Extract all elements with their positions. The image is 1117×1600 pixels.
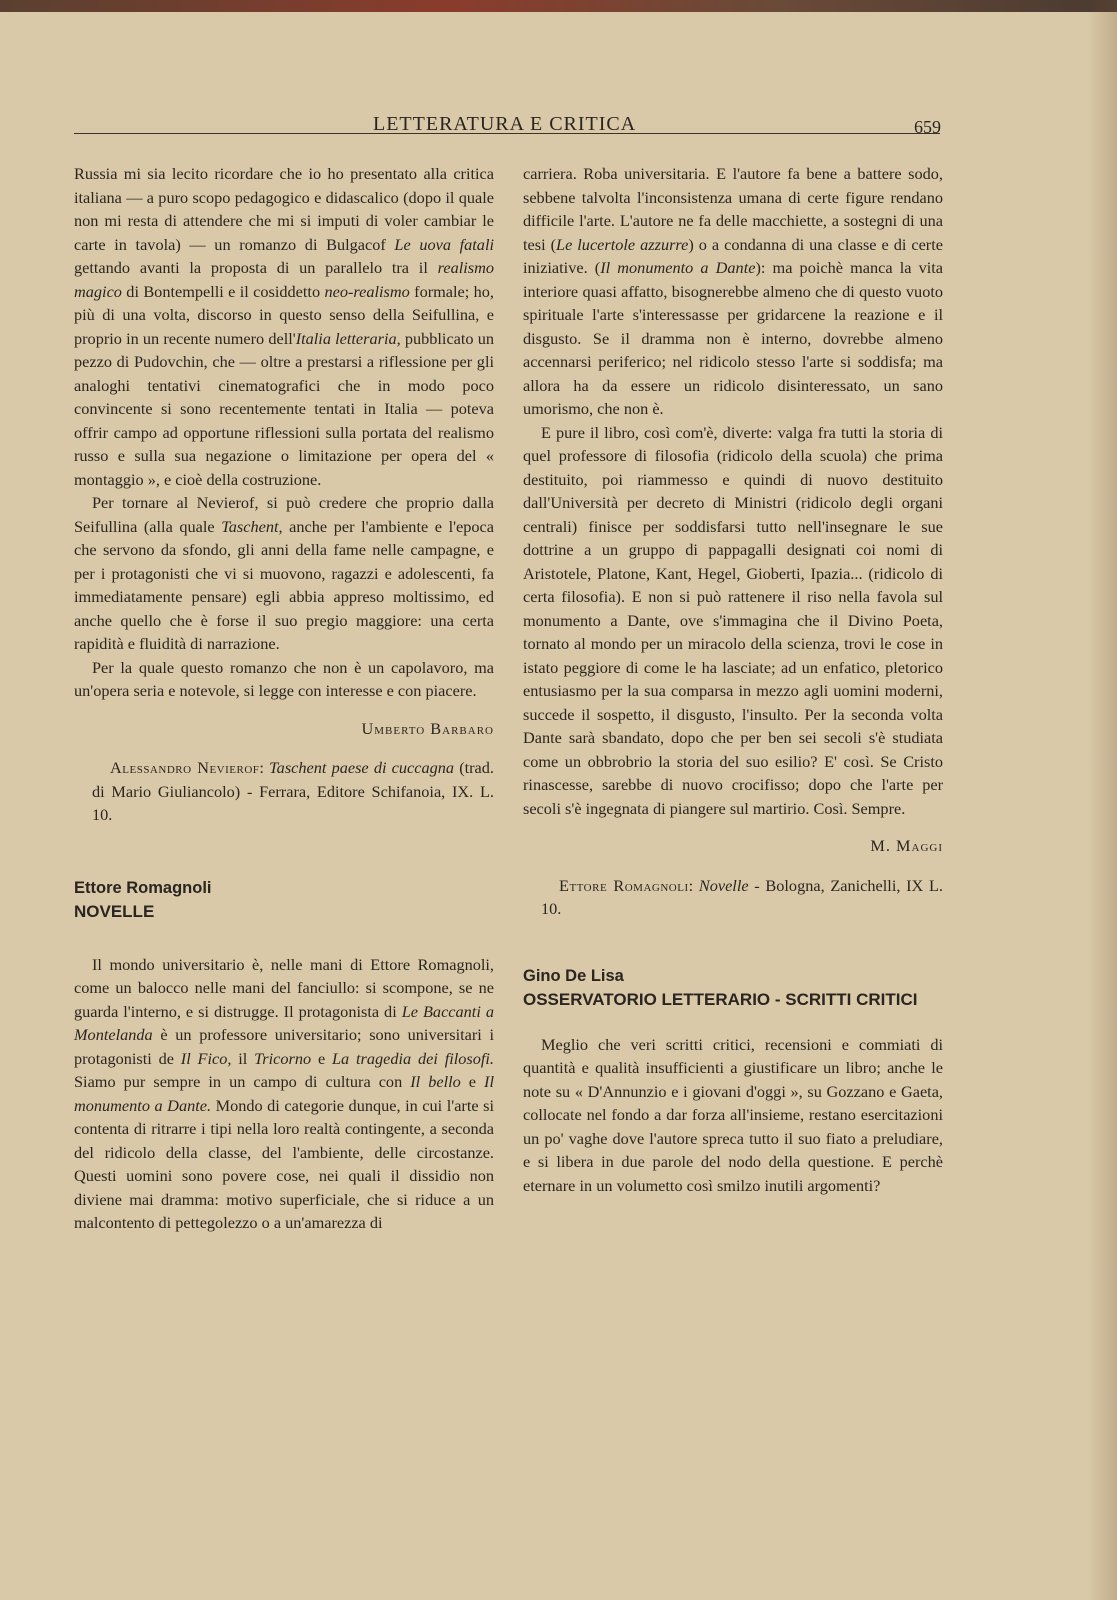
- book-top-edge: [0, 0, 1117, 12]
- left-column: [74, 162, 494, 1235]
- header-rule: [74, 133, 940, 134]
- paragraph: E pure il libro, così com'è, diverte: valga fra tutti la storia di quel professore di filosofia (ridicolo della scuola) che prima destituito, poi riammesso e quindi di nuovo destituito dall'Università per decreto di Ministri (ridicolo degli organi centrali) finisce per soddisfarsi tutto nell'insegnare le sue dottrine a un gruppo di pappagalli designati coi nomi di Aristotele, Platone, Kant, Hegel, Gioberti, Ipazia... (ridicolo di certa filosofia). E non si può rattenere il riso nella favola sul monumento a Dante, ove s'immagina che il Divino Poeta, tornato al mondo per un miracolo della scienza, trovi le cose in istato peggiore di come le ha lasciate; ad un enfatico, pletorico entusiasmo per la sua comparsa in mezzo agli uomini moderni, succede il sospetto, il disgusto, l'insulto. Per la seconda volta Dante sarà sbandato, dopo che per ben sei secoli s'è studiata come un obbrobrio la storia del suo esilio? E' così. Se Cristo rinascesse, sarebbe di nuovo crocifisso; dopo che l'arte per secoli s'è ingegnata di piangere sul martirio. Così. Sempre.: [523, 422, 943, 818]
- paragraph: Meglio che veri scritti critici, recensioni e commiati di quantità e qualità insufficienti a giustificare un libro; anche le note su « D'Annunzio e i giovani d'oggi », su Gozzano e Gaeta, collocate nel fondo a dar forza all'insieme, restano esercitazioni un po' vaghe dove l'autore spreca tutto il suo fiato a preludiare, e si libera in due parole del nodo della questione. E perchè eternare in un volumetto così smilzo inutili argomenti?: [523, 1034, 943, 1195]
- paragraph: carriera. Roba universitaria. E l'autore fa bene a battere sodo, sebbene talvolta l'inconsistenza umana di certe figure rendano difficile l'arte. L'autore ne fa delle macchiette, a sostegni di una tesi (Le lucertole azzurre) o a condanna di una classe e di certe iniziative. (Il monumento a Dante): ma poichè manca la vita interiore quasi affatto, bisognerebbe almeno che di questo vuoto spirituale l'arte s'interessasse per gridarcene la reazione e il disgusto. Se il dramma non è interno, dovrebbe almeno accennarsi periferico; nel ridicolo stesso l'arte si soddisfa; ma allora ha da essere un ridicolo disinteressato, un sano umorismo, che non è.: [523, 164, 943, 418]
- bibliographic-entry: Ettore Romagnoli: Novelle - Bologna, Zanichelli, IX L. 10.: [541, 875, 943, 918]
- section-author: Gino De Lisa: [523, 966, 624, 985]
- right-column: [523, 162, 943, 1197]
- bibliographic-entry: Alessandro Nevierof: Taschent paese di cuccagna (trad. di Mario Giuliancolo) - Ferrara, Editore Schifanoia, IX. L. 10.: [92, 758, 494, 824]
- section-author: Ettore Romagnoli: [74, 878, 212, 897]
- running-header: LETTERATURA E CRITICA: [373, 113, 637, 135]
- page-edge-shadow: [1087, 0, 1117, 1600]
- paragraph: Russia mi sia lecito ricordare che io ho presentato alla critica italiana — a puro scopo pedagogico e didascalico (dopo il quale non mi resta di attendere che mi si imputi di voler cambiar le carte in tavola) — un romanzo di Bulgacof Le uova fatali gettando avanti la proposta di un parallelo tra il realismo magico di Bontempelli e il cosiddetto neo-realismo formale; ho, più di una volta, discorso in questo senso della Seifullina, e proprio in un recente numero dell'Italia letteraria, pubblicato un pezzo di Pudovchin, che — oltre a prestarsi a riflessione per gli analoghi tentativi cinematografici che in modo poco convincente si sono recentemente tentati in Italia — poteva offrir campo ad opportune riflessioni sulla portata del realismo russo e sulla sua negazione o limitazione per opera del « montaggio », e cioè della costruzione.: [74, 164, 495, 489]
- paragraph: Per tornare al Nevierof, si può credere che proprio dalla Seifullina (alla quale Taschent, anche per l'ambiente e l'epoca che servono da sfondo, gli anni della fame nelle campagne, e per i protagonisti che vi si muovono, ragazzi e adolescenti, fa immediatamente pensare) egli abbia appreso moltissimo, ed anche quello che è forse il suo pregio maggiore: una certa rapidità e fluidità di narrazione.: [74, 493, 494, 653]
- page-number: 659: [914, 117, 941, 137]
- section-title: NOVELLE: [74, 901, 155, 921]
- paragraph: Per la quale questo romanzo che non è un capolavoro, ma un'opera seria e notevole, si legge con interesse e con piacere.: [74, 657, 494, 700]
- review-signature: Umberto Barbaro: [361, 718, 494, 738]
- paragraph: Il mondo universitario è, nelle mani di Ettore Romagnoli, come un balocco nelle mani del fanciullo: si scompone, se ne guarda l'interno, e si distrugge. Il protagonista di Le Baccanti a Montelanda è un professore universitario; sono universitari i protagonisti de Il Fico, il Tricorno e La tragedia dei filosofi. Siamo pur sempre in un campo di cultura con Il bello e Il monumento a Dante. Mondo di categorie dunque, in cui l'arte si contenta di ritrarre i tipi nella loro realtà contingente, a seconda del ridicolo della classe, del l'ambiente, delle circostanze. Questi uomini sono povere cose, nei quali il dissidio non diviene mai dramma: motivo superficiale, che si riduce a un malcontento di pettegolezzo o a un'amarezza di: [74, 954, 495, 1232]
- section-title: OSSERVATORIO LETTERARIO - SCRITTI CRITICI: [523, 989, 918, 1009]
- review-signature: M. Maggi: [870, 836, 943, 855]
